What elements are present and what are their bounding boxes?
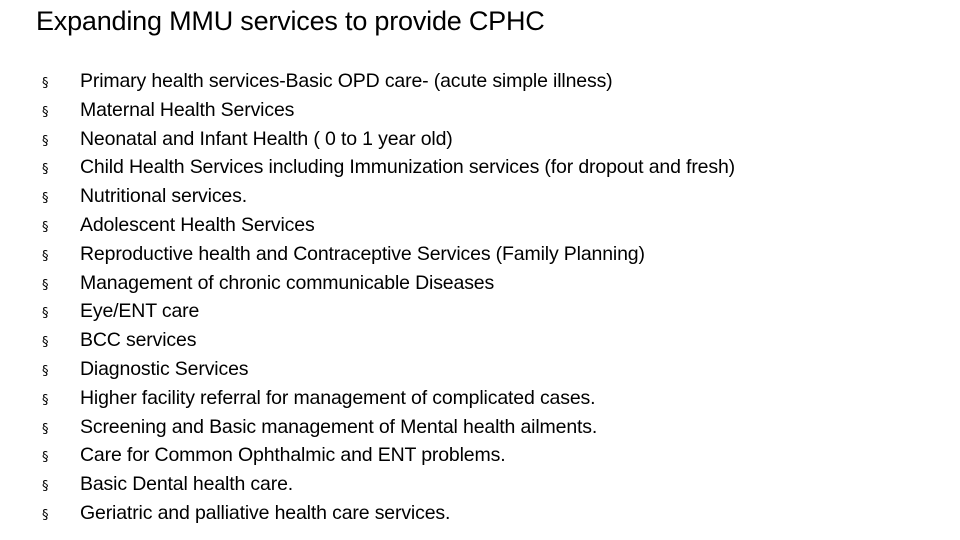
bullet-marker: § xyxy=(42,335,49,351)
bullet-marker: § xyxy=(42,277,49,293)
list-item xyxy=(42,125,735,154)
list-item-text: Neonatal and Infant Health ( 0 to 1 year old) xyxy=(80,127,453,150)
list-item xyxy=(42,384,735,413)
bullet-marker: § xyxy=(42,76,49,91)
list-item-text: Child Health Services including Immunization services (for dropout and fresh) xyxy=(80,156,736,179)
list-item xyxy=(42,326,735,355)
bullet-marker: § xyxy=(42,219,49,235)
bullet-marker: § xyxy=(42,450,49,466)
bullet-marker: § xyxy=(42,191,49,207)
bullet-marker: § xyxy=(42,133,49,149)
bullet-marker: § xyxy=(42,104,49,120)
services-bullet-list xyxy=(42,67,735,528)
list-item-text: Maternal Health Services xyxy=(80,98,295,121)
bullet-marker: § xyxy=(42,421,49,437)
list-item xyxy=(42,67,735,96)
bullet-marker: § xyxy=(42,507,49,523)
list-item-text: BCC services xyxy=(80,329,197,352)
list-item-text: Adolescent Health Services xyxy=(80,213,315,236)
list-item-text: Nutritional services. xyxy=(80,185,247,208)
list-item xyxy=(42,153,735,182)
list-item-text: Primary health services-Basic OPD care- (acute simple illness) xyxy=(80,70,613,92)
list-item xyxy=(42,413,735,442)
list-item xyxy=(42,297,735,326)
list-item xyxy=(42,240,735,269)
list-item-text: Reproductive health and Contraceptive Services (Family Planning) xyxy=(80,242,645,265)
list-item xyxy=(42,441,735,470)
list-item-text: Eye/ENT care xyxy=(80,300,200,323)
list-item xyxy=(42,470,735,499)
bullet-marker: § xyxy=(42,392,49,408)
list-item-text: Basic Dental health care. xyxy=(80,473,294,496)
list-item xyxy=(42,355,735,384)
list-item-text: Diagnostic Services xyxy=(80,357,249,380)
slide-title: Expanding MMU services to provide CPHC xyxy=(36,6,545,36)
list-item-text: Higher facility referral for management of complicated cases. xyxy=(80,386,596,409)
bullet-marker: § xyxy=(42,363,49,379)
list-item-text: Geriatric and palliative health care services. xyxy=(80,501,451,524)
list-item xyxy=(42,182,735,211)
list-item xyxy=(42,269,735,298)
bullet-marker: § xyxy=(42,479,49,495)
bullet-marker: § xyxy=(42,248,49,264)
list-item xyxy=(42,96,735,125)
list-item-text: Care for Common Ophthalmic and ENT problems. xyxy=(80,444,506,467)
bullet-marker: § xyxy=(42,306,49,322)
list-item xyxy=(42,499,735,528)
list-item-text: Management of chronic communicable Diseases xyxy=(80,271,495,294)
list-item xyxy=(42,211,735,240)
bullet-marker: § xyxy=(42,162,49,178)
list-item-text: Screening and Basic management of Mental health ailments. xyxy=(80,415,598,438)
